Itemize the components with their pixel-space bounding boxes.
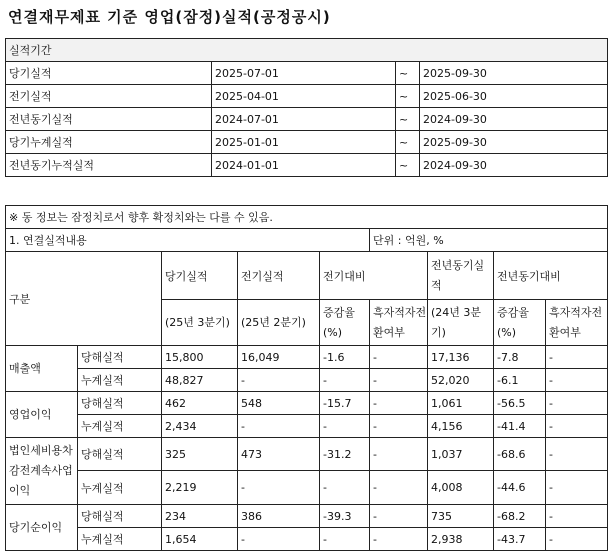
period-start: 2025-01-01 [212,131,396,154]
current-value: 234 [162,505,238,528]
period-sep: ~ [396,85,420,108]
result-type: 당해실적 [78,505,162,528]
table-row [6,392,608,415]
yoy-actual-value: 1,037 [428,438,494,471]
previous-value: 16,049 [238,346,320,369]
period-end: 2025-09-30 [420,62,608,85]
yoy-turnaround: - [546,369,608,392]
table-row [6,346,608,369]
previous-value: - [238,369,320,392]
yoy-change-rate: -41.4 [494,415,546,438]
period-sep: ~ [396,108,420,131]
period-table [5,38,608,177]
header-turnaround-yoy: 흑자적자전환여부 [546,300,608,346]
period-row [6,108,608,131]
yoy-actual-value: 4,008 [428,471,494,505]
previous-value: - [238,471,320,505]
yoy-change-rate: -56.5 [494,392,546,415]
previous-value: 473 [238,438,320,471]
header-previous: 전기실적 [238,252,320,300]
yoy-actual-value: 52,020 [428,369,494,392]
qoq-turnaround: - [370,528,428,551]
period-row [6,131,608,154]
yoy-actual-value: 17,136 [428,346,494,369]
period-label: 전기실적 [6,85,212,108]
previous-value: - [238,528,320,551]
current-value: 15,800 [162,346,238,369]
period-sep: ~ [396,131,420,154]
period-start: 2025-04-01 [212,85,396,108]
category-label: 영업이익 [6,392,78,438]
header-current: 당기실적 [162,252,238,300]
qoq-turnaround: - [370,438,428,471]
table-row [6,528,608,551]
results-table [5,205,608,551]
table-row [6,415,608,438]
period-label: 당기실적 [6,62,212,85]
yoy-actual-value: 4,156 [428,415,494,438]
result-type: 누계실적 [78,415,162,438]
yoy-turnaround: - [546,471,608,505]
period-label: 전년동기실적 [6,108,212,131]
period-start: 2024-01-01 [212,154,396,177]
result-type: 누계실적 [78,369,162,392]
header-change-rate: 증감율(%) [320,300,370,346]
header-category: 구분 [6,252,162,346]
yoy-turnaround: - [546,528,608,551]
qoq-turnaround: - [370,415,428,438]
qoq-change-rate: -39.3 [320,505,370,528]
period-end: 2025-09-30 [420,131,608,154]
table-row [6,438,608,471]
current-value: 1,654 [162,528,238,551]
category-label: 매출액 [6,346,78,392]
yoy-turnaround: - [546,346,608,369]
current-value: 462 [162,392,238,415]
table-row [6,505,608,528]
header-yoy: 전년동기대비 [494,252,608,300]
previous-value: 386 [238,505,320,528]
previous-value: 548 [238,392,320,415]
current-value: 325 [162,438,238,471]
header-yoy-actual: 전년동기실적 [428,252,494,300]
yoy-change-rate: -68.6 [494,438,546,471]
period-start: 2025-07-01 [212,62,396,85]
qoq-change-rate: -1.6 [320,346,370,369]
period-sep: ~ [396,62,420,85]
header-previous-sub: (25년 2분기) [238,300,320,346]
section-row [6,229,608,252]
qoq-turnaround: - [370,392,428,415]
yoy-turnaround: - [546,505,608,528]
header-current-sub: (25년 3분기) [162,300,238,346]
yoy-change-rate: -43.7 [494,528,546,551]
result-type: 당해실적 [78,392,162,415]
period-end: 2024-09-30 [420,154,608,177]
current-value: 2,434 [162,415,238,438]
section-title: 1. 연결실적내용 [6,229,370,252]
period-header-row [6,39,608,62]
period-row [6,154,608,177]
yoy-change-rate: -6.1 [494,369,546,392]
table-row [6,471,608,505]
notice-row [6,206,608,229]
period-label: 당기누계실적 [6,131,212,154]
qoq-change-rate: - [320,471,370,505]
qoq-turnaround: - [370,346,428,369]
current-value: 48,827 [162,369,238,392]
qoq-turnaround: - [370,471,428,505]
period-start: 2024-07-01 [212,108,396,131]
qoq-change-rate: -31.2 [320,438,370,471]
header-turnaround: 흑자적자전환여부 [370,300,428,346]
header-qoq: 전기대비 [320,252,428,300]
qoq-change-rate: - [320,528,370,551]
unit-label: 단위 : 억원, % [370,229,608,252]
qoq-change-rate: -15.7 [320,392,370,415]
period-row [6,85,608,108]
yoy-actual-value: 1,061 [428,392,494,415]
category-label: 법인세비용차감전계속사업이익 [6,438,78,505]
yoy-turnaround: - [546,438,608,471]
previous-value: - [238,415,320,438]
yoy-actual-value: 735 [428,505,494,528]
page-title: 연결재무제표 기준 영업(잠정)실적(공정공시) [8,8,331,26]
header-yoy-sub: (24년 3분기) [428,300,494,346]
result-type: 당해실적 [78,346,162,369]
notice-text: ※ 동 정보는 잠정치로서 향후 확정치와는 다를 수 있음. [6,206,608,229]
result-type: 누계실적 [78,528,162,551]
qoq-change-rate: - [320,415,370,438]
yoy-change-rate: -44.6 [494,471,546,505]
period-end: 2024-09-30 [420,108,608,131]
qoq-change-rate: - [320,369,370,392]
table-row [6,369,608,392]
result-type: 누계실적 [78,471,162,505]
header-change-rate-yoy: 증감율(%) [494,300,546,346]
qoq-turnaround: - [370,505,428,528]
category-label: 당기순이익 [6,505,78,551]
yoy-change-rate: -7.8 [494,346,546,369]
period-row [6,62,608,85]
result-type: 당해실적 [78,438,162,471]
yoy-turnaround: - [546,415,608,438]
header-row-1 [6,252,608,300]
period-sep: ~ [396,154,420,177]
period-header: 실적기간 [6,39,608,62]
yoy-actual-value: 2,938 [428,528,494,551]
yoy-change-rate: -68.2 [494,505,546,528]
yoy-turnaround: - [546,392,608,415]
period-end: 2025-06-30 [420,85,608,108]
period-label: 전년동기누적실적 [6,154,212,177]
current-value: 2,219 [162,471,238,505]
qoq-turnaround: - [370,369,428,392]
